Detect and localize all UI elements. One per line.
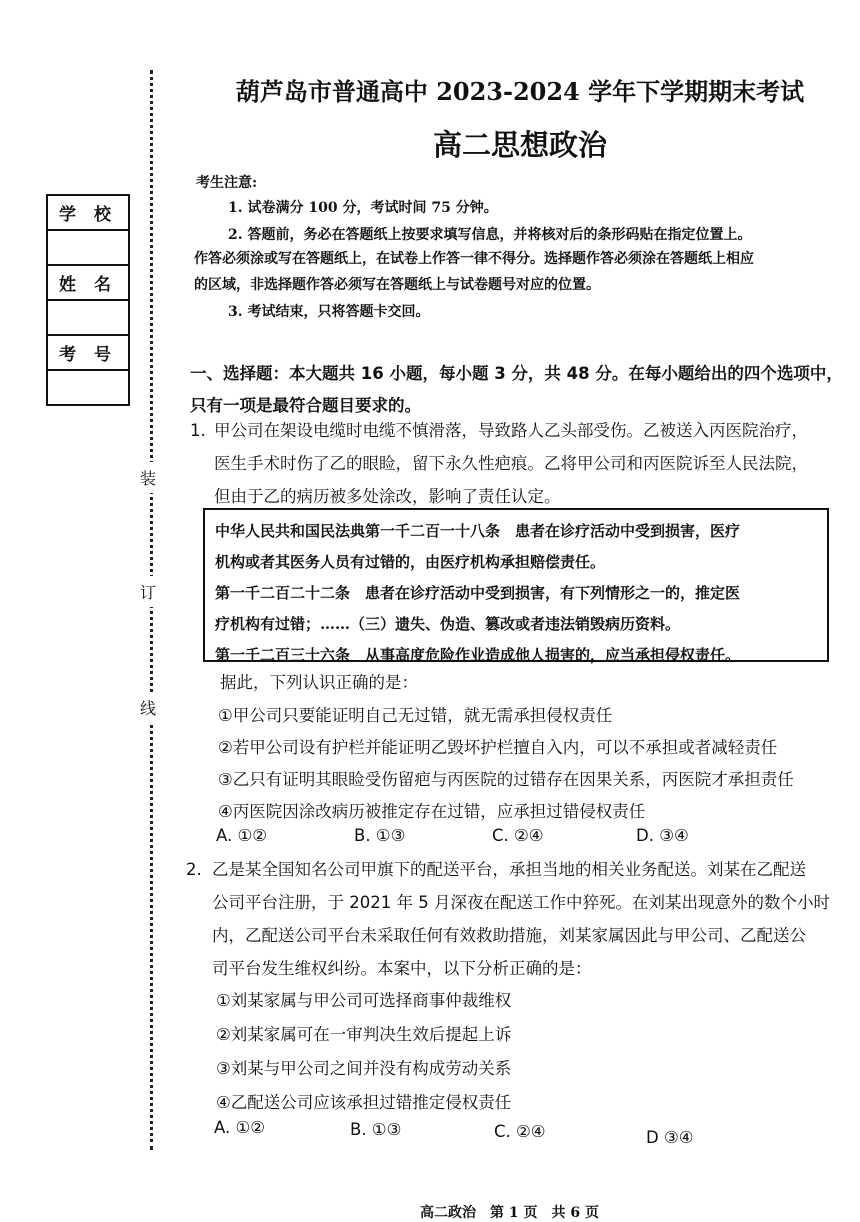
question-1-stem-line-2: 医生手术时伤了乙的眼睑，留下永久性疤痕。乙将甲公司和丙医院诉至人民法院， xyxy=(214,454,808,473)
binding-char-ding: 订 xyxy=(140,576,156,607)
question-2-option-1: ①刘某家属与甲公司可选择商事仲裁维权 xyxy=(216,991,512,1010)
notice-item-3: 3. 考试结束，只将答题卡交回。 xyxy=(228,304,430,320)
section-heading xyxy=(190,358,843,422)
law-line-1: 中华人民共和国民法典第一千二百一十八条 患者在诊疗活动中受到损害，医疗 xyxy=(215,522,741,540)
law-excerpt-box xyxy=(203,508,829,662)
question-1-option-2: ②若甲公司设有护栏并能证明乙毁坏护栏擅自入内，可以不承担或者减轻责任 xyxy=(218,738,778,757)
section-heading-line-2: 只有一项是最符合题目要求的。 xyxy=(190,396,421,415)
question-1-option-4: ④丙医院因涂改病历被推定存在过错，应承担过错侵权责任 xyxy=(218,802,646,821)
question-2-number: 2. xyxy=(186,860,202,879)
subject-title: 高二思想政治 xyxy=(432,128,607,162)
question-2-choice-d[interactable]: D ③④ xyxy=(646,1128,694,1147)
question-1-choice-d[interactable]: D. ③④ xyxy=(636,826,689,845)
law-line-4: 疗机构有过错；……（三）遗失、伪造、篡改或者违法销毁病历资料。 xyxy=(215,615,681,633)
binding-char-xian: 线 xyxy=(140,692,156,723)
question-1-number: 1. xyxy=(190,421,206,440)
notice-heading: 考生注意: xyxy=(196,175,258,191)
question-1-stem xyxy=(214,414,834,513)
question-2-stem-line-2: 公司平台注册，于 2021 年 5 月深夜在配送工作中猝死。在刘某出现意外的数个小时 xyxy=(212,893,830,912)
student-info-table xyxy=(46,194,130,406)
question-1-option-3: ③乙只有证明其眼睑受伤留疤与丙医院的过错存在因果关系，丙医院才承担责任 xyxy=(218,770,794,789)
law-line-2: 机构或者其医务人员有过错的，由医疗机构承担赔偿责任。 xyxy=(215,553,606,571)
notice-item-1: 1. 试卷满分 100 分，考试时间 75 分钟。 xyxy=(228,200,498,216)
question-1-lead: 据此，下列认识正确的是： xyxy=(220,673,418,692)
question-2-option-2: ②刘某家属可在一审判决生效后提起上诉 xyxy=(216,1025,512,1044)
question-1-choice-b[interactable]: B. ①③ xyxy=(354,826,406,845)
exam-number-field[interactable] xyxy=(47,370,129,405)
name-field[interactable] xyxy=(47,300,129,335)
question-1-choice-a[interactable]: A. ①② xyxy=(216,826,268,845)
question-2-options xyxy=(216,984,511,1120)
page-footer: 高二政治 第 1 页 共 6 页 xyxy=(420,1205,599,1221)
notice-item-2-line-3: 的区域，非选择题作答必须写在答题纸上与试卷题号对应的位置。 xyxy=(194,277,600,293)
question-2-stem xyxy=(212,853,852,985)
section-heading-line-1: 一、选择题：本大题共 16 小题，每小题 3 分，共 48 分。在每小题给出的四个选项中， xyxy=(190,364,843,383)
notice-item-2-line-1: 2. 答题前，务必在答题纸上按要求填写信息，并将核对后的条形码贴在指定位置上。 xyxy=(228,227,752,243)
question-2-stem-line-1: 乙是某全国知名公司甲旗下的配送平台，承担当地的相关业务配送。刘某在乙配送 xyxy=(212,860,806,879)
exam-title: 葫芦岛市普通高中 2023-2024 学年下学期期末考试 xyxy=(235,77,805,106)
name-label: 姓 名 xyxy=(47,265,129,300)
question-1-options xyxy=(218,700,794,828)
law-line-3: 第一千二百二十二条 患者在诊疗活动中受到损害，有下列情形之一的，推定医 xyxy=(215,584,741,602)
question-2-option-4: ④乙配送公司应该承担过错推定侵权责任 xyxy=(216,1093,512,1112)
question-1-stem-line-3: 但由于乙的病历被多处涂改，影响了责任认定。 xyxy=(214,487,561,506)
question-2-choice-c[interactable]: C. ②④ xyxy=(494,1122,546,1141)
law-line-5: 第一千二百三十六条 从事高度危险作业造成他人损害的，应当承担侵权责任。 xyxy=(215,646,741,664)
question-2-choice-b[interactable]: B. ①③ xyxy=(350,1120,402,1139)
question-1-option-1: ①甲公司只要能证明自己无过错，就无需承担侵权责任 xyxy=(218,706,613,725)
school-field[interactable] xyxy=(47,230,129,265)
binding-dotted-line xyxy=(150,70,153,1150)
school-label: 学 校 xyxy=(47,195,129,230)
notice-item-2-line-2: 作答必须涂或写在答题纸上，在试卷上作答一律不得分。选择题作答必须涂在答题纸上相应 xyxy=(194,251,754,267)
question-2-option-3: ③刘某与甲公司之间并没有构成劳动关系 xyxy=(216,1059,512,1078)
exam-number-label: 考 号 xyxy=(47,335,129,370)
question-2-choice-a[interactable]: A. ①② xyxy=(214,1118,266,1137)
binding-char-zhuang: 装 xyxy=(140,462,156,493)
question-1-choice-c[interactable]: C. ②④ xyxy=(492,826,544,845)
question-2-stem-line-3: 内，乙配送公司平台未采取任何有效救助措施，刘某家属因此与甲公司、乙配送公 xyxy=(212,926,806,945)
question-1-stem-line-1: 甲公司在架设电缆时电缆不慎滑落，导致路人乙头部受伤。乙被送入丙医院治疗， xyxy=(214,421,808,440)
question-2-stem-line-4: 司平台发生维权纠纷。本案中，以下分析正确的是： xyxy=(212,959,592,978)
